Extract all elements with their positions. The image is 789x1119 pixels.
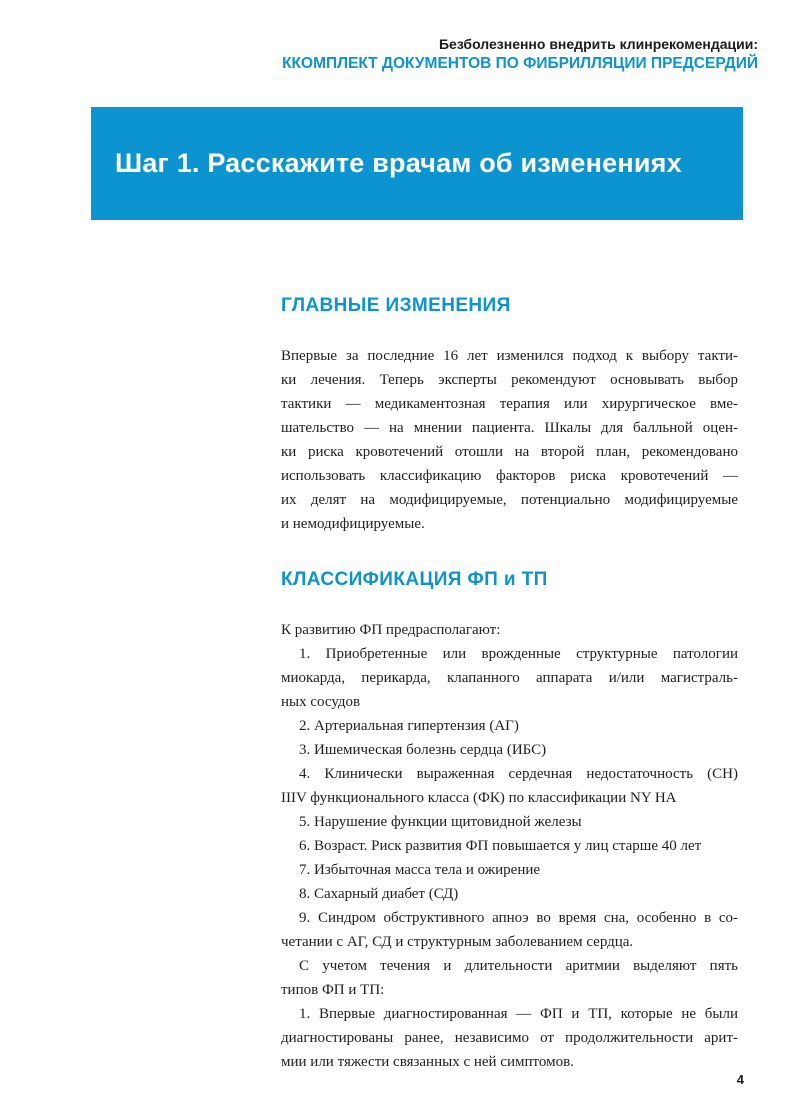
- paragraph: [281, 618, 738, 642]
- text-line: использовать классификацию факторов риска кровотечений —: [281, 468, 738, 484]
- section: [281, 296, 738, 536]
- text-line: IIIV функционального класса (ФК) по классификации NY HA: [281, 790, 677, 806]
- text-line: 5. Нарушение функции щитовидной железы: [299, 814, 582, 830]
- text-line: 3. Ишемическая болезнь сердца (ИБС): [299, 742, 547, 758]
- paragraph: [281, 1002, 738, 1074]
- section-heading: КЛАССИФИКАЦИЯ ФП и ТП: [281, 569, 548, 590]
- text-line: Впервые за последние 16 лет изменился подход к выбору такти-: [281, 348, 738, 364]
- text-line: 6. Возраст. Риск развития ФП повышается у лиц старше 40 лет: [299, 838, 702, 854]
- text-line: миокарда, перикарда, клапанного аппарата и/или магистраль-: [281, 670, 738, 686]
- running-head: [282, 36, 758, 73]
- main-text-column: [281, 296, 738, 1074]
- text-line: 1. Приобретенные или врожденные структурные патологии: [299, 646, 738, 662]
- paragraph: [281, 738, 738, 762]
- paragraph: [281, 882, 738, 906]
- text-line: типов ФП и ТП:: [281, 982, 385, 998]
- page-number: 4: [736, 1072, 744, 1087]
- text-line: 1. Впервые диагностированная — ФП и ТП, которые не были: [299, 1006, 738, 1022]
- text-line: тактики — медикаментозная терапия или хирургическое вме-: [281, 396, 738, 412]
- text-line: ных сосудов: [281, 694, 361, 710]
- paragraph: [281, 714, 738, 738]
- text-line: 9. Синдром обструктивного апноэ во время сна, особенно в со-: [299, 910, 738, 926]
- paragraph: [281, 762, 738, 810]
- paragraph: [281, 858, 738, 882]
- text-line: 8. Сахарный диабет (СД): [299, 886, 459, 902]
- step-banner-title: Шаг 1. Расскажите врачам об изменениях: [115, 148, 682, 178]
- paragraph: [281, 344, 738, 536]
- paragraph: [281, 810, 738, 834]
- paragraph: [281, 642, 738, 714]
- paragraph: [281, 834, 738, 858]
- running-head-subtitle: ККОМПЛЕКТ ДОКУМЕНТОВ ПО ФИБРИЛЛЯЦИИ ПРЕДСЕРДИЙ: [282, 54, 758, 72]
- section: [281, 570, 738, 1074]
- section-heading: ГЛАВНЫЕ ИЗМЕНЕНИЯ: [281, 295, 511, 316]
- text-line: ки риска кровотечений отошли на второй план, рекомендовано: [281, 444, 738, 460]
- step-banner: [91, 107, 743, 220]
- text-line: 7. Избыточная масса тела и ожирение: [299, 862, 541, 878]
- text-line: мии или тяжести связанных с ней симптомов.: [281, 1054, 574, 1070]
- text-line: диагностированы ранее, независимо от продолжительности арит-: [281, 1030, 738, 1046]
- text-line: четании с АГ, СД и структурным заболеванием сердца.: [281, 934, 634, 950]
- text-line: К развитию ФП предрасполагают:: [281, 622, 501, 638]
- text-line: 4. Клинически выраженная сердечная недостаточность (СН): [299, 766, 738, 782]
- text-line: их делят на модифицируемые, потенциально модифицируемые: [281, 492, 738, 508]
- running-head-title: Безболезненно внедрить клинрекомендации:: [438, 36, 758, 52]
- text-line: шательство — на мнении пациента. Шкалы для балльной оцен-: [281, 420, 738, 436]
- text-line: 2. Артериальная гипертензия (АГ): [299, 718, 519, 734]
- text-line: С учетом течения и длительности аритмии выделяют пять: [299, 958, 738, 974]
- paragraph: [281, 906, 738, 954]
- text-line: и немодифицируемые.: [281, 516, 425, 532]
- paragraph: [281, 954, 738, 1002]
- text-line: ки лечения. Теперь эксперты рекомендуют основывать выбор: [281, 372, 738, 388]
